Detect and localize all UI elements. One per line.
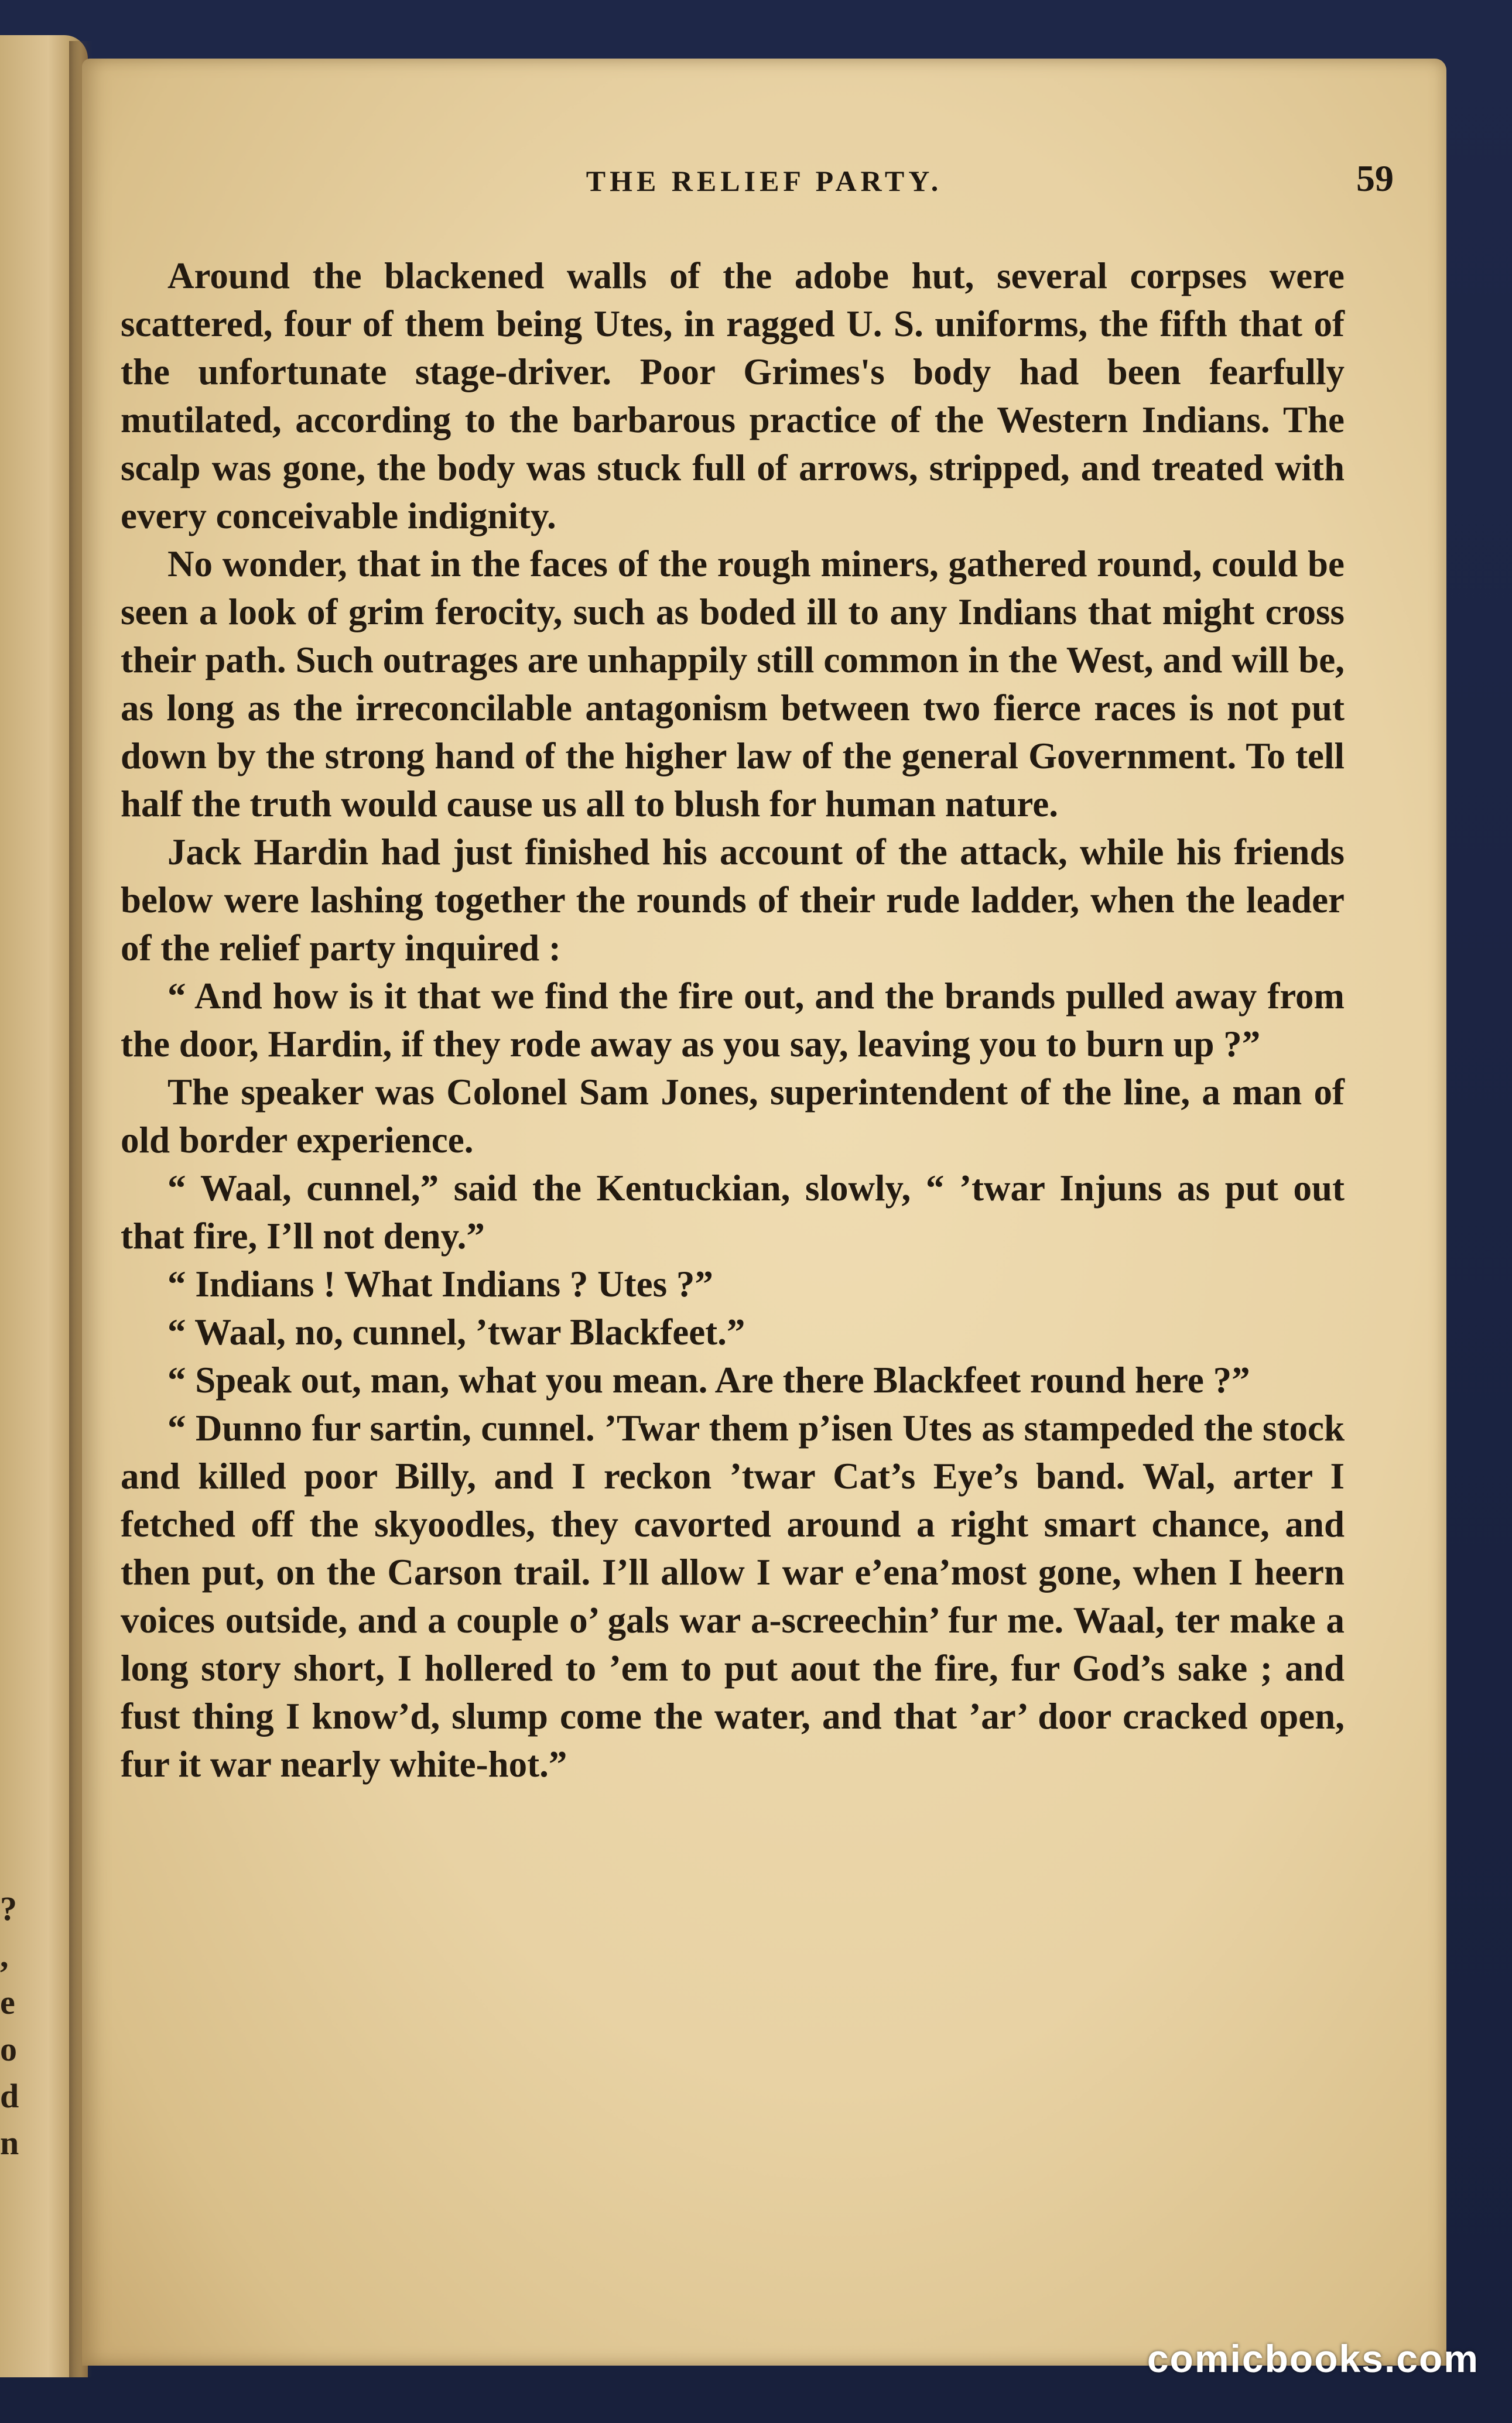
page-body-text <box>121 252 1345 1788</box>
facing-page-fragments <box>0 1885 23 2167</box>
fragment: ? <box>0 1890 17 1928</box>
paragraph: “ And how is it that we find the fire out, and the brands pulled away from the door, Hardin, if they rode away as you say, leaving you to burn up ?” <box>121 976 1345 1065</box>
fragment: n <box>0 2124 19 2162</box>
running-head: THE RELIEF PARTY. <box>586 165 943 197</box>
paragraph: “ Indians ! What Indians ? Utes ?” <box>167 1264 713 1305</box>
paragraph: “ Dunno fur sartin, cunnel. ’Twar them p’isen Utes as stampeded the stock and killed poor Billy, and I reckon ’twar Cat’s Eye’s band. Wal, arter I fetched off the skyoodles, they cavorted around a right smart chance, and then put, on the Carson trail. I’ll allow I war e’ena’most gone, when I heern voices outside, and a couple o’ gals war a-screechin’ fur me. Waal, ter make a long story short, I hollered to ’em to put aout the fire, fur God’s sake ; and fust thing I know’d, slump come the water, and that ’ar’ door cracked open, fur it war nearly white-hot.” <box>121 1408 1345 1785</box>
paragraph: Around the blackened walls of the adobe hut, several corpses were scattered, four of them being Utes, in ragged U. S. uniforms, the fifth that of the unfortunate stage-driver. Poor Grimes's body had been fearfully mutilated, according to the barbarous practice of the Western Indians. The scalp was gone, the body was stuck full of arrows, stripped, and treated with every conceivable indignity. <box>121 255 1345 536</box>
paragraph: No wonder, that in the faces of the rough miners, gathered round, could be seen a look of grim ferocity, such as boded ill to any Indians that might cross their path. Such outrages are unhappily still common in the West, and will be, as long as the irreconcilable antagonism between two fierce races is not put down by the strong hand of the higher law of the general Government. To tell half the truth would cause us all to blush for human nature. <box>121 543 1345 824</box>
page-number: 59 <box>1356 158 1394 199</box>
paragraph: “ Speak out, man, what you mean. Are there Blackfeet round here ?” <box>167 1360 1250 1401</box>
paragraph: “ Waal, cunnel,” said the Kentuckian, slowly, “ ’twar Injuns as put out that fire, I’ll not deny.” <box>121 1168 1345 1257</box>
fragment: o <box>0 2030 17 2068</box>
fragment: e <box>0 1983 15 2021</box>
paragraph: “ Waal, no, cunnel, ’twar Blackfeet.” <box>167 1312 745 1353</box>
fragment: , <box>0 1936 9 1974</box>
paragraph: The speaker was Colonel Sam Jones, superintendent of the line, a man of old border experience. <box>121 1072 1345 1161</box>
book-page <box>82 59 1446 2366</box>
paragraph: Jack Hardin had just finished his account of the attack, while his friends below were lashing together the rounds of their rude ladder, when the leader of the relief party inquired : <box>121 831 1345 968</box>
site-watermark: comicbooks.com <box>1147 2337 1479 2380</box>
fragment: d <box>0 2077 19 2115</box>
